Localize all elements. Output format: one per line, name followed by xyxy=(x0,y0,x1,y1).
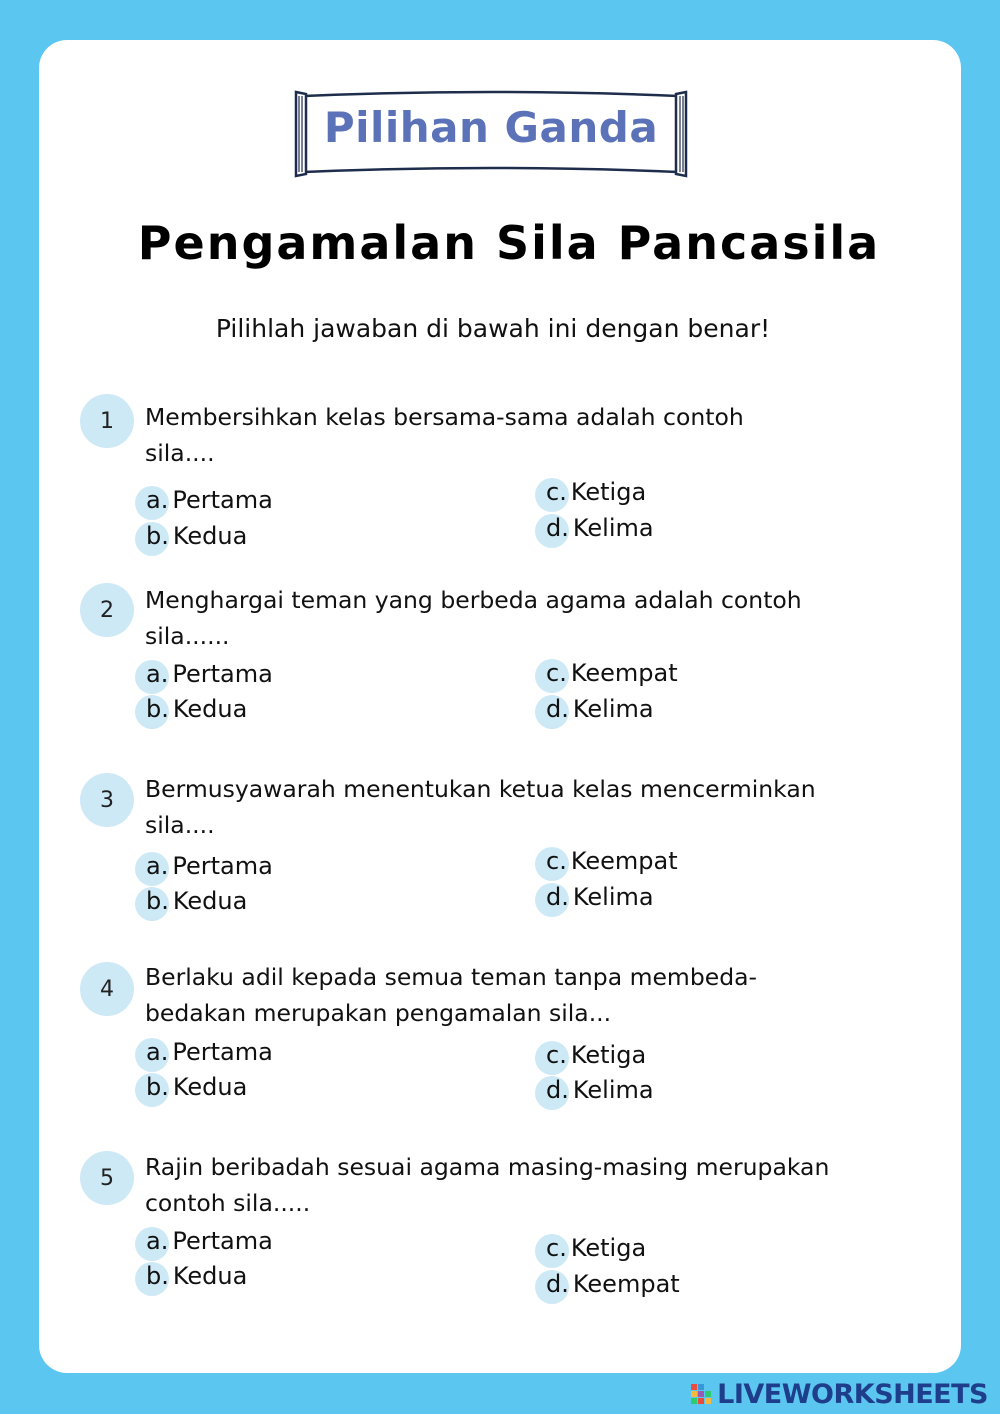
option-b[interactable]: b. Kedua xyxy=(146,691,247,727)
option-c[interactable]: c. Ketiga xyxy=(546,1230,646,1266)
logo-text: LIVEWORKSHEETS xyxy=(717,1378,988,1410)
option-a[interactable]: a. Pertama xyxy=(146,482,273,518)
question-line: Membersihkan kelas bersama-sama adalah contoh xyxy=(145,403,744,431)
question-line: Rajin beribadah sesuai agama masing-masing merupakan xyxy=(145,1153,830,1181)
option-d[interactable]: d. Kelima xyxy=(546,879,654,915)
liveworksheets-logo-icon xyxy=(691,1382,713,1406)
question-text xyxy=(145,399,925,471)
question-line: Berlaku adil kepada semua teman tanpa membeda- xyxy=(145,963,757,991)
question-text xyxy=(145,771,925,843)
question-line: sila...... xyxy=(145,622,230,650)
option-a[interactable]: a. Pertama xyxy=(146,656,273,692)
question-line: Menghargai teman yang berbeda agama adalah contoh xyxy=(145,586,802,614)
instruction-text: Pilihlah jawaban di bawah ini dengan benar! xyxy=(215,314,771,343)
question-line: Bermusyawarah menentukan ketua kelas mencerminkan xyxy=(145,775,816,803)
question-number: 5 xyxy=(80,1151,134,1205)
question-text xyxy=(145,959,925,1031)
question-number: 4 xyxy=(80,962,134,1016)
banner-title: Pilihan Ganda xyxy=(323,103,659,152)
option-b[interactable]: b. Kedua xyxy=(146,1069,247,1105)
option-b[interactable]: b. Kedua xyxy=(146,883,247,919)
option-d[interactable]: d. Kelima xyxy=(546,1072,654,1108)
question-number: 2 xyxy=(80,583,134,637)
worksheet-title: Pengamalan Sila Pancasila xyxy=(137,216,881,270)
option-c[interactable]: c. Ketiga xyxy=(546,1037,646,1073)
option-c[interactable]: c. Keempat xyxy=(546,655,678,691)
question-text xyxy=(145,582,925,654)
option-b[interactable]: b. Kedua xyxy=(146,1258,247,1294)
option-d[interactable]: d. Kelima xyxy=(546,510,654,546)
option-a[interactable]: a. Pertama xyxy=(146,1034,273,1070)
option-c[interactable]: c. Ketiga xyxy=(546,474,646,510)
option-b[interactable]: b. Kedua xyxy=(146,518,247,554)
option-c[interactable]: c. Keempat xyxy=(546,843,678,879)
question-line: sila.... xyxy=(145,439,215,467)
liveworksheets-logo[interactable] xyxy=(691,1374,988,1414)
option-d[interactable]: d. Keempat xyxy=(546,1266,680,1302)
question-text xyxy=(145,1149,925,1221)
question-number: 1 xyxy=(80,394,134,448)
question-number: 3 xyxy=(80,773,134,827)
question-line: contoh sila..... xyxy=(145,1189,311,1217)
option-a[interactable]: a. Pertama xyxy=(146,1223,273,1259)
banner-ribbon xyxy=(292,88,690,180)
question-line: sila.... xyxy=(145,811,215,839)
option-a[interactable]: a. Pertama xyxy=(146,848,273,884)
option-d[interactable]: d. Kelima xyxy=(546,691,654,727)
question-line: bedakan merupakan pengamalan sila... xyxy=(145,999,612,1027)
